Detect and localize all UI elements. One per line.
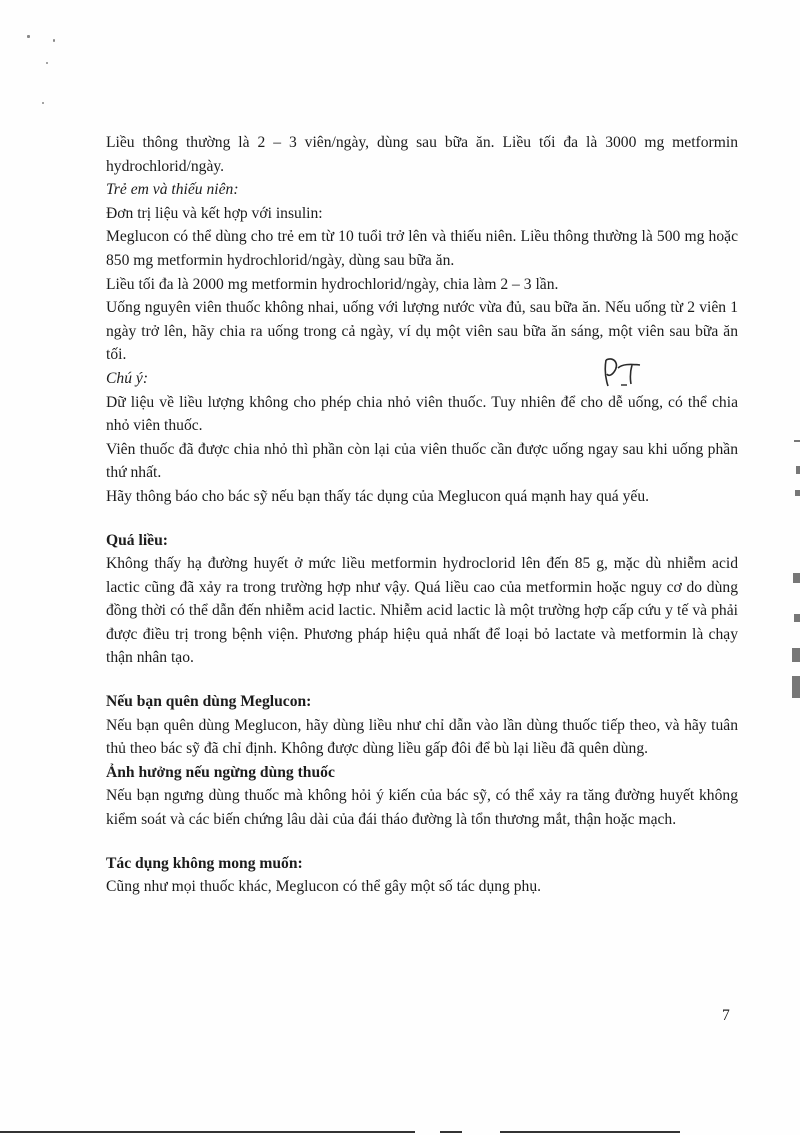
document-body xyxy=(106,131,738,899)
side-effects-heading: Tác dụng không mong muốn: xyxy=(106,854,303,872)
page-number: 7 xyxy=(722,1007,730,1024)
scan-speck xyxy=(53,39,55,42)
scan-speck xyxy=(46,62,48,64)
children-max-dose: Liều tối đa là 2000 mg metformin hydrochlorid/ngày, chia làm 2 – 3 lần. xyxy=(106,275,559,293)
handwritten-initials-icon xyxy=(600,352,650,394)
note-split-tablet: Dữ liệu về liều lượng không cho phép chia nhỏ viên thuốc. Tuy nhiên để cho dễ uống, có thể chia nhỏ viên thuốc. xyxy=(106,393,738,435)
missed-dose-heading: Nếu bạn quên dùng Meglucon: xyxy=(106,693,312,711)
scan-bottom-line xyxy=(500,1131,680,1133)
note-remainder: Viên thuốc đã được chia nhỏ thì phần còn lại của viên thuốc cần được uống ngay sau khi uống phần thứ nhất. xyxy=(106,440,738,482)
scan-bottom-line xyxy=(440,1131,462,1133)
side-effects-paragraph: Cũng như mọi thuốc khác, Meglucon có thể gây một số tác dụng phụ. xyxy=(106,878,542,896)
note-subheading: Chú ý: xyxy=(106,369,149,387)
mono-combo-subheading: Đơn trị liệu và kết hợp với insulin: xyxy=(106,204,323,222)
section-gap xyxy=(106,832,738,852)
missed-dose-paragraph: Nếu bạn quên dùng Meglucon, hãy dùng liều như chỉ dẫn vào lần dùng thuốc tiếp theo, và hãy tuân thủ theo bác sỹ đã chỉ định. Không được dùng liều gấp đôi để bù lại liều đã quên dùng. xyxy=(106,716,738,758)
section-gap xyxy=(106,509,738,529)
children-usage-paragraph: Meglucon có thể dùng cho trẻ em từ 10 tuổi trở lên và thiếu niên. Liều thông thường là 500 mg hoặc 850 mg metformin hydrochlorid/ngày, dùng sau bữa ăn. xyxy=(106,228,738,269)
scan-edge-mark xyxy=(796,466,800,474)
scan-speck xyxy=(27,35,30,38)
note-inform-doctor: Hãy thông báo cho bác sỹ nếu bạn thấy tác dụng của Meglucon quá mạnh hay quá yếu. xyxy=(106,487,650,505)
scan-speck xyxy=(42,102,44,104)
stopping-heading: Ảnh hưởng nếu ngừng dùng thuốc xyxy=(106,763,335,781)
scan-edge-mark xyxy=(792,648,800,662)
section-gap xyxy=(106,670,738,690)
scan-edge-mark xyxy=(793,573,800,583)
children-subheading: Trẻ em và thiếu niên: xyxy=(106,181,239,199)
scan-bottom-line xyxy=(0,1131,415,1133)
stopping-paragraph: Nếu bạn ngưng dùng thuốc mà không hỏi ý kiến của bác sỹ, có thể xảy ra tăng đường huyết không kiểm soát và các biến chứng lâu dài của đái tháo đường là tổn thương mắt, thận hoặc mạch. xyxy=(106,787,738,829)
scan-edge-mark xyxy=(794,614,800,622)
overdose-paragraph: Không thấy hạ đường huyết ở mức liều metformin hydroclorid lên đến 85 g, mặc dù nhiễm acid lactic cũng đã xảy ra trong trường hợp như vậy. Quá liều cao của metformin hoặc nguy cơ do dùng đồng thời có thể dẫn đến nhiễm acid lactic. Nhiễm acid lactic là một trường hợp cấp cứu y tế và phải được điều trị trong bệnh viện. Phương pháp hiệu quả nhất để loại bỏ lactate và metformin là chạy thận nhân tạo. xyxy=(106,555,738,667)
swallow-instructions: Uống nguyên viên thuốc không nhai, uống với lượng nước vừa đủ, sau bữa ăn. Nếu uống từ 2 viên 1 ngày trở lên, hãy chia ra uống trong cả ngày, ví dụ một viên sau bữa ăn sáng, một viên sau bữa ăn tối. xyxy=(106,299,738,364)
scan-edge-mark xyxy=(795,490,800,496)
scan-edge-mark xyxy=(792,676,800,698)
scan-edge-mark xyxy=(794,440,800,442)
usual-dose-paragraph: Liều thông thường là 2 – 3 viên/ngày, dùng sau bữa ăn. Liều tối đa là 3000 mg metformin hydrochlorid/ngày. xyxy=(106,134,738,175)
overdose-heading: Quá liều: xyxy=(106,531,168,549)
